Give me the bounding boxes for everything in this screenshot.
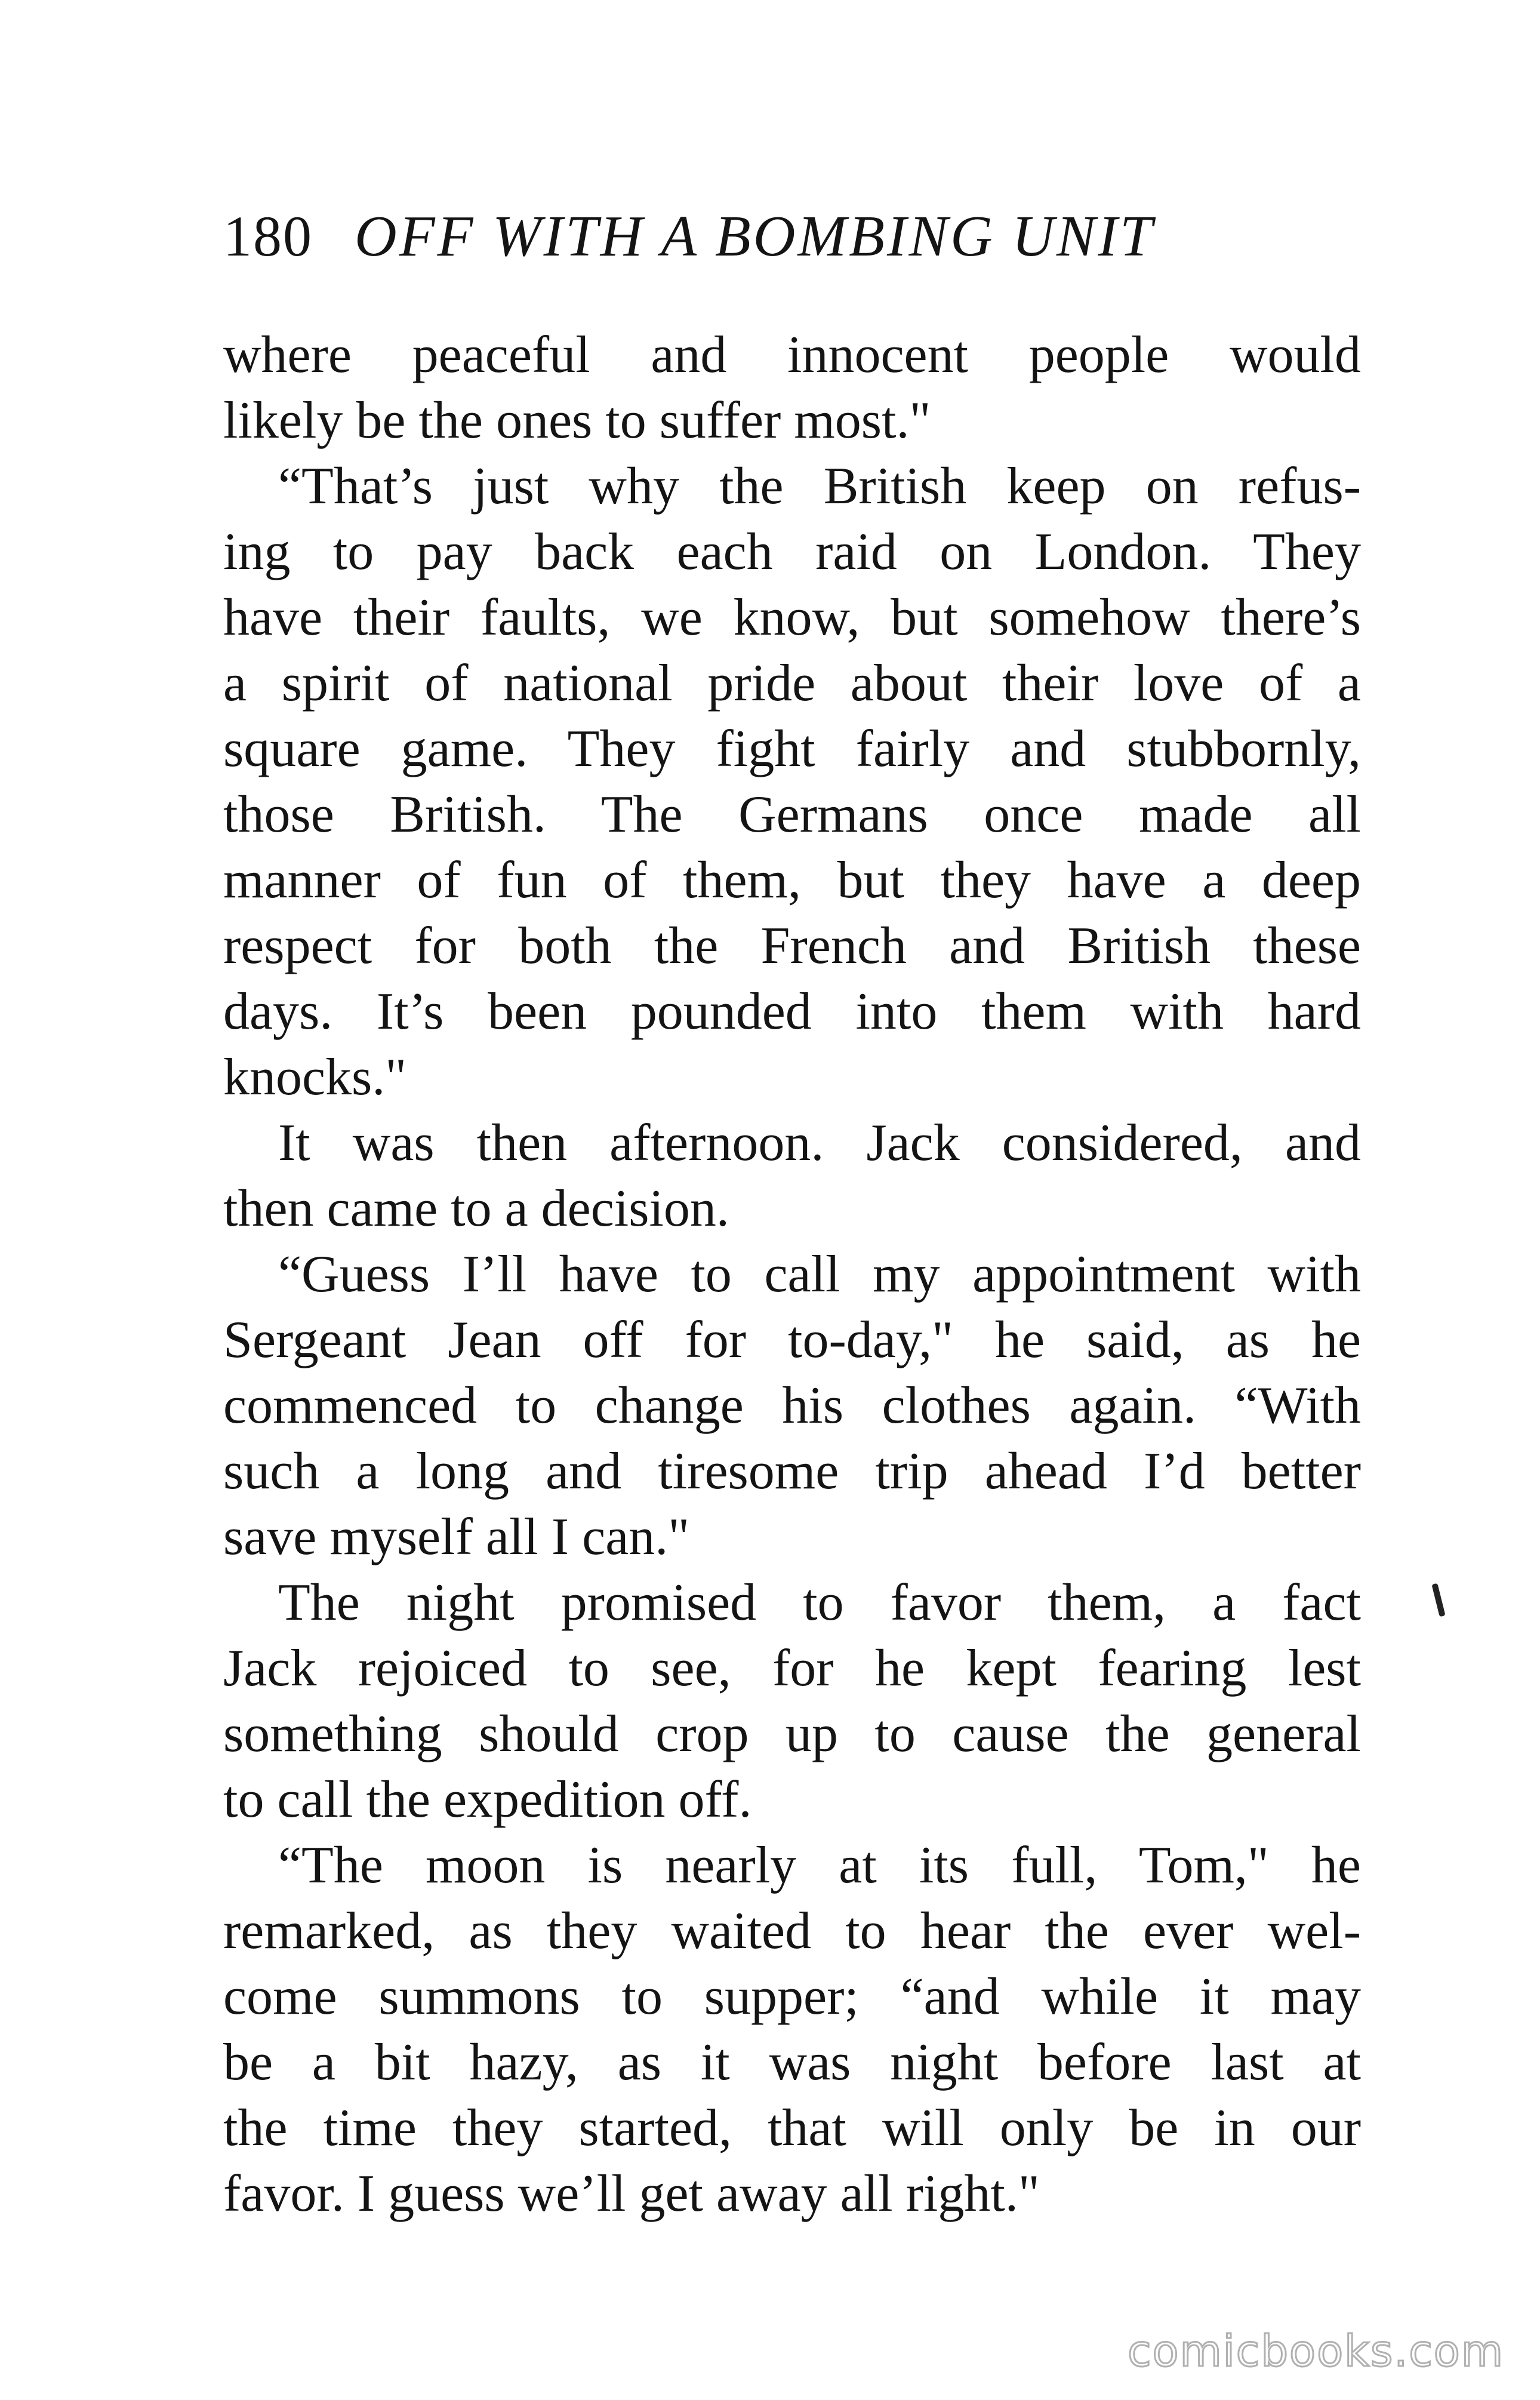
text-line: the time they started, that will only be in our: [223, 2099, 1361, 2157]
text-line: ing to pay back each raid on London. They: [223, 523, 1361, 581]
text-line: be a bit hazy, as it was night before last at: [223, 2033, 1361, 2091]
margin-mark: [1431, 1583, 1445, 1617]
page-number: 180: [223, 204, 313, 268]
text-line: “Guess I’ll have to call my appointment with: [278, 1245, 1361, 1303]
text-line: commenced to change his clothes again. “With: [223, 1377, 1361, 1435]
text-line: have their faults, we know, but somehow there’s: [223, 589, 1361, 647]
text-line: respect for both the French and British these: [223, 917, 1361, 975]
running-title: OFF WITH A BOMBING UNIT: [355, 204, 1155, 269]
text-line: then came to a decision.: [223, 1180, 729, 1238]
text-line: days. It’s been pounded into them with hard: [223, 983, 1361, 1041]
text-line: manner of fun of them, but they have a deep: [223, 851, 1361, 909]
text-line: something should crop up to cause the general: [223, 1705, 1361, 1763]
text-line: Sergeant Jean off for to-day," he said, as he: [223, 1311, 1361, 1369]
text-line: square game. They fight fairly and stubbornly,: [223, 720, 1361, 778]
text-line: favor. I guess we’ll get away all right.": [223, 2165, 1040, 2223]
text-line: remarked, as they waited to hear the ever wel-: [223, 1902, 1361, 1960]
text-line: “The moon is nearly at its full, Tom," he: [278, 1836, 1361, 1894]
page-header: [223, 203, 1155, 281]
text-line: It was then afternoon. Jack considered, and: [278, 1114, 1361, 1172]
watermark: comicbooks.com: [1127, 2326, 1504, 2376]
body-text: [223, 322, 1361, 2227]
text-line: those British. The Germans once made all: [223, 786, 1361, 844]
text-line: come summons to supper; “and while it may: [223, 1968, 1361, 2026]
text-line: a spirit of national pride about their love of a: [223, 654, 1361, 712]
text-line: The night promised to favor them, a fact: [278, 1574, 1361, 1632]
text-line: likely be the ones to suffer most.": [223, 392, 931, 450]
text-line: save myself all I can.": [223, 1508, 690, 1566]
text-line: such a long and tiresome trip ahead I’d better: [223, 1442, 1361, 1500]
text-line: where peaceful and innocent people would: [223, 326, 1361, 384]
text-line: “That’s just why the British keep on refus-: [278, 457, 1361, 515]
text-line: knocks.": [223, 1048, 407, 1106]
text-line: Jack rejoiced to see, for he kept fearing lest: [223, 1639, 1361, 1697]
text-line: to call the expedition off.: [223, 1771, 752, 1829]
